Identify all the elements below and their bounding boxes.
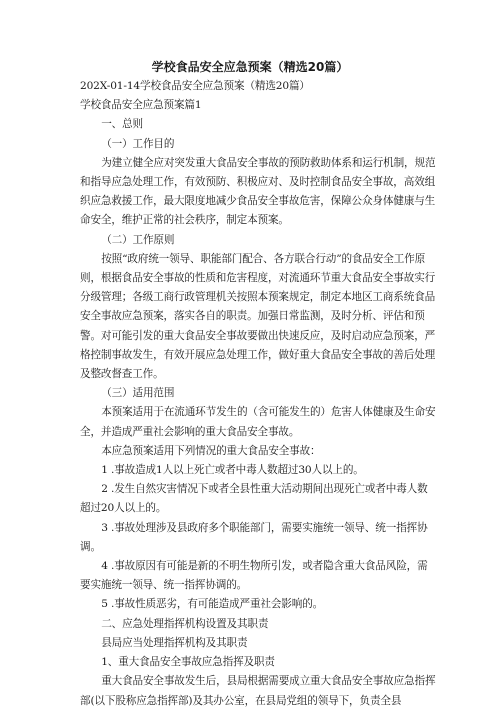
section-heading: 县局应当处理指挥机构及其职责 <box>101 636 248 649</box>
section-heading: （二）工作原则 <box>101 233 175 246</box>
section-heading: （三）适用范围 <box>101 387 175 400</box>
list-item: 1 .事故造成1人以上死亡或者中毒人数超过30人以上的。 <box>101 464 364 477</box>
list-item: 5 .事故性质恶劣，有可能造成严重社会影响的。 <box>101 598 324 611</box>
document-body <box>80 77 436 711</box>
document-title: 学校食品安全应急预案（精选20篇） <box>151 60 349 74</box>
document-meta-line: 202X-01-14学校食品安全应急预案（精选20篇） <box>80 80 310 92</box>
paragraph: 为建立健全应对突发重大食品安全事故的预防救助体系和运行机制，规范和指导应急处理工作，有效预防、积极应对、及时控制食品安全事故，高效组织应急救援工作，最大限度地减少食品安全事故危害，保障公众身体健康与生命安全，维护正常的社会秩序，制定本预案。 <box>80 156 436 227</box>
section-heading: （一）工作目的 <box>101 137 175 150</box>
paragraph: 本预案适用于在流通环节发生的（含可能发生的）危害人体健康及生命安全，并造成严重社会影响的重大食品安全事故。 <box>80 406 436 438</box>
document-subtitle: 学校食品安全应急预案篇1 <box>80 99 202 112</box>
paragraph: 重大食品安全事故发生后，县局根据需要成立重大食品安全事故应急指挥部(以下股称应急指挥部)及其办公室，在县局党组的领导下，负责全县 <box>80 675 436 707</box>
paragraph: 按照“政府统一领导、职能部门配合、各方联合行动”的食品安全工作原则，根据食品安全事故的性质和危害程度，对流通环节重大食品安全事故实行分级管理；各级工商行政管理机关按照本预案规定，制定本地区工商系统食品安全事故应急预案，落实各自的职责。加强日常监测，及时分析、评估和预警。对可能引发的重大食品安全事故要做出快速反应，及时启动应急预案，严格控制事故发生，有效开展应急处理工作，做好重大食品安全事故的善后处理及整改督查工作。 <box>80 252 436 381</box>
list-item: 4 .事故原因有可能是新的不明生物所引发，或者隐含重大食品风险，需要实施统一领导、统一指挥协调的。 <box>80 560 428 592</box>
list-item: 3 .事故处理涉及县政府多个职能部门，需要实施统一领导、统一指挥协调。 <box>80 521 428 553</box>
section-heading: 二、应急处理指挥机构设置及其职责 <box>101 617 269 630</box>
section-heading: 一、总则 <box>101 118 143 131</box>
paragraph: 本应急预案适用下列情况的重大食品安全事故： <box>101 444 321 457</box>
list-item: 2 .发生自然灾害情况下或者全县性重大活动期间出现死亡或者中毒人数超过20人以上的。 <box>80 483 428 515</box>
section-heading: 1、重大食品安全事故应急指挥及职责 <box>101 656 275 669</box>
